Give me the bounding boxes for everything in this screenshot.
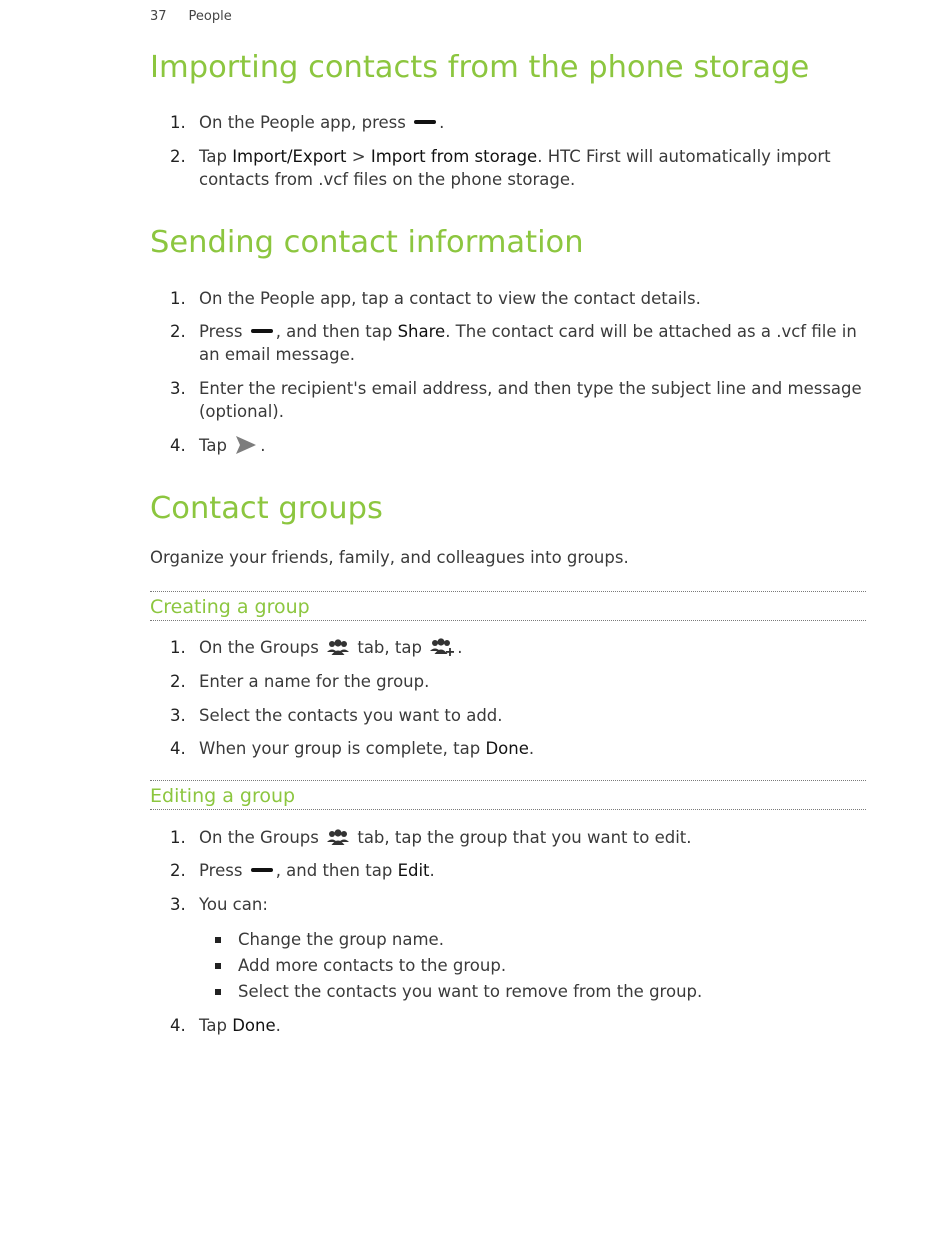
import-from-storage-label: Import from storage (370, 147, 538, 166)
step-number: 1. (170, 113, 186, 132)
running-header (150, 9, 232, 24)
groups-icon (327, 828, 349, 846)
step-number: 3. (170, 895, 186, 914)
menu-icon (414, 120, 436, 124)
step-number: 4. (170, 739, 186, 758)
step-number: 3. (170, 379, 186, 398)
step-number: 2. (170, 861, 186, 880)
step-number: 3. (170, 706, 186, 725)
edit-label: Edit (397, 861, 430, 880)
menu-icon (251, 868, 273, 872)
share-label: Share (397, 322, 446, 341)
step-number: 4. (170, 436, 186, 455)
step-number: 2. (170, 672, 186, 691)
sending-step-2: 2. Press , and then tap Share. The contact card will be attached as a .vcf file in an email message. (170, 322, 857, 364)
done-label: Done (485, 739, 529, 758)
section-name: People (188, 9, 232, 24)
step-number: 4. (170, 1016, 186, 1035)
import-export-label: Import/Export (232, 147, 347, 166)
bullet-marker (215, 937, 221, 943)
sending-step-3: 3. Enter the recipient's email address, and then type the subject line and message (optional). (170, 379, 862, 421)
groups-intro: Organize your friends, family, and colleagues into groups. (150, 548, 629, 567)
bullet-marker (215, 989, 221, 995)
step-number: 1. (170, 828, 186, 847)
done-label: Done (232, 1016, 276, 1035)
add-group-icon (430, 637, 454, 657)
step-number: 2. (170, 147, 186, 166)
bullet-marker (215, 963, 221, 969)
step-number: 1. (170, 638, 186, 657)
menu-icon (251, 329, 273, 333)
groups-icon (327, 638, 349, 656)
step-number: 1. (170, 289, 186, 308)
import-step-2: 2. Tap Import/Export > Import from storage. HTC First will automatically import contacts from .vcf files on the phone storage. (170, 147, 831, 189)
creating-group-heading: Creating a group (150, 591, 866, 621)
groups-heading: Contact groups (150, 491, 383, 526)
page-number: 37 (150, 9, 167, 24)
send-icon (235, 435, 257, 455)
step-number: 2. (170, 322, 186, 341)
import-heading: Importing contacts from the phone storage (150, 50, 810, 85)
editing-group-heading: Editing a group (150, 780, 866, 810)
sending-heading: Sending contact information (150, 225, 584, 260)
